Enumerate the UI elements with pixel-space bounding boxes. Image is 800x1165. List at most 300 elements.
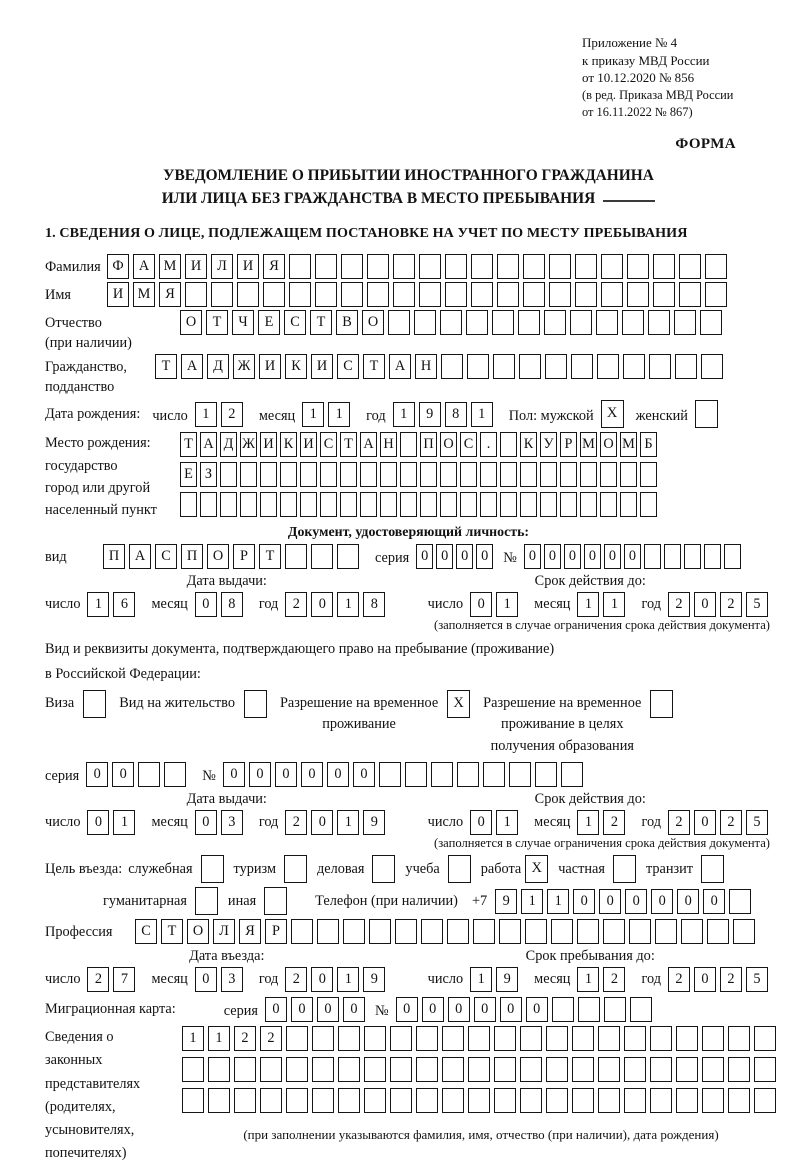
char-cell: 0 — [584, 544, 601, 569]
char-cell — [300, 492, 317, 517]
char-cell: 8 — [221, 592, 243, 617]
char-cell: 1 — [577, 967, 599, 992]
residence-intro-line2: в Российской Федерации: — [45, 665, 201, 682]
char-cell: 0 — [265, 997, 287, 1022]
identity-number-cells — [524, 544, 744, 569]
char-cell — [724, 544, 741, 569]
char-cell: 0 — [448, 997, 470, 1022]
char-cell: 2 — [285, 592, 307, 617]
char-cell — [702, 1026, 724, 1051]
char-cell — [707, 919, 729, 944]
char-cell: 0 — [694, 592, 716, 617]
char-cell — [341, 254, 363, 279]
char-cell — [421, 919, 443, 944]
char-cell: 0 — [599, 889, 621, 914]
char-cell: 2 — [87, 967, 109, 992]
birth-place-labels — [45, 432, 180, 522]
char-cell: 0 — [301, 762, 323, 787]
char-cell — [416, 1057, 438, 1082]
official-checkbox — [201, 855, 224, 883]
entry-year — [285, 967, 389, 992]
char-cell — [520, 1026, 542, 1051]
char-cell: С — [337, 354, 359, 379]
char-cell: 1 — [471, 402, 493, 427]
char-cell: 2 — [720, 967, 742, 992]
representatives-labels: Сведения о законных представителях (родителях, усыновителях, попечителях) — [45, 1029, 141, 1162]
identity-valid-month — [577, 592, 629, 617]
char-cell — [220, 462, 237, 487]
char-cell: Н — [415, 354, 437, 379]
char-cell — [390, 1057, 412, 1082]
char-cell — [604, 997, 626, 1022]
char-cell — [440, 310, 462, 335]
female-label: женский — [635, 407, 688, 424]
number-label: № — [503, 550, 517, 567]
day-label: число — [45, 814, 81, 831]
appendix-line: к приказу МВД России — [582, 52, 710, 68]
char-cell: П — [103, 544, 125, 569]
char-cell: М — [133, 282, 155, 307]
char-cell: 1 — [496, 810, 518, 835]
char-cell: О — [600, 432, 617, 457]
char-cell — [442, 1057, 464, 1082]
char-cell — [572, 1026, 594, 1051]
stay-month — [577, 967, 629, 992]
char-cell — [460, 492, 477, 517]
form-label: ФОРМА — [675, 135, 736, 152]
char-cell — [390, 1088, 412, 1113]
char-cell: 9 — [496, 967, 518, 992]
char-cell — [624, 1057, 646, 1082]
char-cell — [286, 1026, 308, 1051]
char-cell: 0 — [112, 762, 134, 787]
char-cell: 2 — [285, 810, 307, 835]
char-cell — [480, 492, 497, 517]
female-checkbox — [695, 400, 718, 428]
year-label: год — [366, 407, 386, 424]
char-cell: 0 — [474, 997, 496, 1022]
char-cell — [728, 1057, 750, 1082]
residence-permit-checkbox — [244, 690, 267, 718]
char-cell: И — [300, 432, 317, 457]
char-cell: Т — [180, 432, 197, 457]
representatives-rows — [182, 1026, 780, 1165]
char-cell: Д — [207, 354, 229, 379]
char-cell: 0 — [343, 997, 365, 1022]
residence-number-cells — [223, 762, 587, 787]
char-cell — [494, 1088, 516, 1113]
residence-intro-line1: Вид и реквизиты документа, подтверждающего право на пребывание (проживание) — [45, 641, 555, 658]
char-cell: С — [135, 919, 157, 944]
char-cell: 0 — [476, 544, 493, 569]
char-cell: 0 — [87, 810, 109, 835]
birth-year-cells — [393, 402, 497, 427]
char-cell: 0 — [526, 997, 548, 1022]
char-cell — [649, 354, 671, 379]
char-cell — [728, 1088, 750, 1113]
series-label: серия — [223, 1003, 258, 1020]
char-cell — [575, 254, 597, 279]
char-cell — [655, 919, 677, 944]
char-cell — [419, 282, 441, 307]
char-cell — [704, 544, 721, 569]
char-cell — [182, 1088, 204, 1113]
char-cell — [237, 282, 259, 307]
representatives-cells-row1 — [182, 1026, 780, 1051]
document-title — [45, 165, 772, 210]
char-cell — [675, 354, 697, 379]
char-cell: 2 — [668, 592, 690, 617]
residence-issue-line — [45, 810, 409, 835]
char-cell — [400, 432, 417, 457]
humanitarian-checkbox — [195, 887, 218, 915]
char-cell: А — [133, 254, 155, 279]
birth-place-label: город или другой — [45, 479, 151, 496]
char-cell — [285, 544, 307, 569]
title-line-2: ИЛИ ЛИЦА БЕЗ ГРАЖДАНСТВА В МЕСТО ПРЕБЫВАНИЯ — [45, 187, 772, 210]
char-cell: 1 — [337, 967, 359, 992]
identity-issue-year — [285, 592, 389, 617]
char-cell — [441, 354, 463, 379]
day-label: число — [45, 971, 81, 988]
char-cell: 1 — [603, 592, 625, 617]
blank-underline — [603, 187, 655, 203]
char-cell: Т — [340, 432, 357, 457]
char-cell — [419, 254, 441, 279]
char-cell — [570, 310, 592, 335]
year-label: год — [641, 814, 661, 831]
entry-month — [195, 967, 247, 992]
char-cell: 1 — [337, 592, 359, 617]
temp-residence-checkbox: X — [447, 690, 470, 718]
residence-valid-line — [409, 810, 773, 835]
residence-options-row — [45, 690, 772, 757]
char-cell — [627, 282, 649, 307]
char-cell — [679, 254, 701, 279]
char-cell — [364, 1088, 386, 1113]
char-cell — [509, 762, 531, 787]
birth-date-label: Дата рождения: — [45, 406, 141, 423]
char-cell — [388, 310, 410, 335]
char-cell — [390, 1026, 412, 1051]
char-cell: 0 — [311, 592, 333, 617]
month-label: месяц — [151, 814, 188, 831]
valid-title: Срок действия до: — [534, 791, 646, 808]
char-cell: 1 — [302, 402, 324, 427]
representatives-cells-row3 — [182, 1088, 780, 1113]
year-label: год — [258, 814, 279, 831]
char-cell: 1 — [547, 889, 569, 914]
char-cell — [560, 462, 577, 487]
char-cell — [360, 492, 377, 517]
char-cell: К — [285, 354, 307, 379]
char-cell: К — [280, 432, 297, 457]
char-cell: А — [360, 432, 377, 457]
char-cell — [648, 310, 670, 335]
char-cell — [263, 282, 285, 307]
char-cell: М — [159, 254, 181, 279]
char-cell: 1 — [208, 1026, 230, 1051]
char-cell — [705, 254, 727, 279]
char-cell: А — [129, 544, 151, 569]
char-cell — [494, 1057, 516, 1082]
char-cell — [280, 492, 297, 517]
char-cell: И — [237, 254, 259, 279]
char-cell — [483, 762, 505, 787]
char-cell — [520, 462, 537, 487]
char-cell: 1 — [182, 1026, 204, 1051]
char-cell: 2 — [668, 810, 690, 835]
char-cell: 1 — [113, 810, 135, 835]
char-cell — [445, 282, 467, 307]
birth-place-cells-row3 — [180, 492, 660, 517]
char-cell — [549, 282, 571, 307]
char-cell — [315, 282, 337, 307]
char-cell — [340, 462, 357, 487]
char-cell — [466, 310, 488, 335]
char-cell: Т — [363, 354, 385, 379]
day-label: число — [152, 407, 188, 424]
char-cell: Я — [159, 282, 181, 307]
char-cell — [754, 1026, 776, 1051]
char-cell: 0 — [604, 544, 621, 569]
char-cell — [551, 919, 573, 944]
char-cell: 0 — [624, 544, 641, 569]
char-cell — [577, 919, 599, 944]
representatives-block — [45, 1026, 772, 1165]
char-cell: 0 — [195, 592, 217, 617]
profession-row — [45, 919, 772, 944]
char-cell — [300, 462, 317, 487]
birth-place-rows — [180, 432, 660, 522]
char-cell — [653, 282, 675, 307]
char-cell: 2 — [285, 967, 307, 992]
char-cell: 0 — [311, 967, 333, 992]
residence-valid-day — [470, 810, 522, 835]
char-cell — [289, 282, 311, 307]
validity-note: (заполняется в случае ограничения срока действия документа) — [434, 618, 770, 633]
stay-title: Срок пребывания до: — [525, 948, 655, 965]
char-cell: Н — [380, 432, 397, 457]
residence-doc-intro — [45, 637, 772, 686]
month-label: месяц — [534, 971, 571, 988]
char-cell — [624, 1088, 646, 1113]
identity-dates-block — [45, 573, 772, 633]
char-cell — [523, 282, 545, 307]
char-cell — [468, 1026, 490, 1051]
char-cell — [440, 492, 457, 517]
char-cell: 2 — [720, 592, 742, 617]
residence-series-cells — [86, 762, 190, 787]
char-cell: 6 — [113, 592, 135, 617]
char-cell — [629, 919, 651, 944]
char-cell: 5 — [746, 592, 768, 617]
citizenship-sublabel: подданство — [45, 378, 115, 395]
char-cell: 2 — [603, 810, 625, 835]
phone-label: Телефон (при наличии) — [315, 892, 458, 909]
char-cell: О — [187, 919, 209, 944]
char-cell — [240, 462, 257, 487]
char-cell — [364, 1026, 386, 1051]
char-cell — [520, 1088, 542, 1113]
char-cell — [367, 254, 389, 279]
char-cell: 3 — [221, 967, 243, 992]
char-cell: Т — [206, 310, 228, 335]
identity-doc-row — [45, 544, 772, 569]
identity-valid-line — [409, 592, 773, 617]
purpose-tourism: туризм — [234, 855, 308, 883]
char-cell — [598, 1026, 620, 1051]
char-cell — [575, 282, 597, 307]
char-cell: 0 — [694, 967, 716, 992]
char-cell — [684, 544, 701, 569]
char-cell — [445, 254, 467, 279]
char-cell — [234, 1057, 256, 1082]
char-cell: Е — [180, 462, 197, 487]
char-cell — [676, 1057, 698, 1082]
char-cell: 0 — [396, 997, 418, 1022]
char-cell — [520, 1057, 542, 1082]
char-cell: И — [311, 354, 333, 379]
identity-issue-month — [195, 592, 247, 617]
char-cell — [729, 889, 751, 914]
month-label: месяц — [534, 814, 571, 831]
tourism-checkbox — [284, 855, 307, 883]
char-cell: 0 — [470, 810, 492, 835]
char-cell — [340, 492, 357, 517]
citizenship-row — [45, 354, 772, 398]
char-cell: У — [540, 432, 557, 457]
char-cell: 0 — [86, 762, 108, 787]
char-cell — [320, 462, 337, 487]
char-cell — [580, 462, 597, 487]
identity-valid-day — [470, 592, 522, 617]
char-cell: 0 — [456, 544, 473, 569]
char-cell — [578, 997, 600, 1022]
char-cell: А — [181, 354, 203, 379]
series-label: серия — [375, 550, 410, 567]
char-cell — [702, 1088, 724, 1113]
work-checkbox: X — [525, 855, 548, 883]
char-cell — [211, 282, 233, 307]
char-cell — [500, 462, 517, 487]
char-cell — [312, 1026, 334, 1051]
char-cell: А — [200, 432, 217, 457]
char-cell: 2 — [221, 402, 243, 427]
char-cell: З — [200, 462, 217, 487]
char-cell — [630, 997, 652, 1022]
char-cell — [338, 1088, 360, 1113]
char-cell: С — [155, 544, 177, 569]
identity-issue-line — [45, 592, 409, 617]
char-cell — [317, 919, 339, 944]
section1-heading: 1. СВЕДЕНИЯ О ЛИЦЕ, ПОДЛЕЖАЩЕМ ПОСТАНОВКЕ НА УЧЕТ ПО МЕСТУ ПРЕБЫВАНИЯ — [45, 225, 688, 242]
phone-prefix: +7 — [471, 892, 488, 909]
char-cell — [597, 354, 619, 379]
migration-card-row — [45, 997, 772, 1022]
char-cell: 9 — [363, 967, 385, 992]
char-cell — [138, 762, 160, 787]
char-cell: С — [460, 432, 477, 457]
char-cell: 0 — [416, 544, 433, 569]
birth-place-cells-row1 — [180, 432, 660, 457]
char-cell: Ж — [233, 354, 255, 379]
char-cell: Ж — [240, 432, 257, 457]
char-cell — [620, 462, 637, 487]
stay-day — [470, 967, 522, 992]
char-cell: Л — [213, 919, 235, 944]
appendix-line: Приложение № 4 — [582, 35, 678, 50]
char-cell: 3 — [221, 810, 243, 835]
char-cell — [260, 1088, 282, 1113]
appendix-header — [582, 34, 772, 121]
visa-checkbox — [83, 690, 106, 718]
char-cell — [471, 254, 493, 279]
char-cell — [185, 282, 207, 307]
residence-issue-half — [45, 791, 409, 851]
char-cell — [395, 919, 417, 944]
char-cell — [754, 1088, 776, 1113]
char-cell — [416, 1026, 438, 1051]
char-cell: 1 — [337, 810, 359, 835]
char-cell — [440, 462, 457, 487]
residence-valid-year — [668, 810, 772, 835]
char-cell — [546, 1057, 568, 1082]
purpose-humanitarian: гуманитарная — [103, 887, 218, 915]
char-cell — [405, 762, 427, 787]
char-cell — [442, 1088, 464, 1113]
number-label: № — [202, 768, 216, 785]
char-cell — [480, 462, 497, 487]
char-cell — [623, 354, 645, 379]
char-cell: 0 — [311, 810, 333, 835]
char-cell — [705, 282, 727, 307]
char-cell — [447, 919, 469, 944]
char-cell — [650, 1057, 672, 1082]
char-cell: 0 — [544, 544, 561, 569]
patronymic-cells — [180, 310, 726, 335]
option-temp-residence: Разрешение на временное проживание X — [280, 690, 470, 736]
residence-issue-day — [87, 810, 139, 835]
char-cell — [525, 919, 547, 944]
char-cell — [286, 1088, 308, 1113]
char-cell: Ф — [107, 254, 129, 279]
given-name-row — [45, 282, 772, 307]
char-cell: И — [107, 282, 129, 307]
number-label: № — [375, 1003, 389, 1020]
stay-half — [409, 948, 773, 992]
char-cell — [497, 282, 519, 307]
patronymic-sublabel: (при наличии) — [45, 334, 132, 351]
identity-valid-half — [409, 573, 773, 633]
char-cell — [442, 1026, 464, 1051]
char-cell — [320, 492, 337, 517]
char-cell: 0 — [249, 762, 271, 787]
identity-kind-label: вид — [45, 548, 67, 565]
char-cell: 0 — [353, 762, 375, 787]
char-cell: 9 — [419, 402, 441, 427]
char-cell — [208, 1088, 230, 1113]
char-cell: Р — [265, 919, 287, 944]
char-cell — [315, 254, 337, 279]
char-cell — [520, 492, 537, 517]
char-cell: Т — [155, 354, 177, 379]
char-cell — [620, 492, 637, 517]
month-label: месяц — [258, 407, 296, 424]
char-cell: 0 — [327, 762, 349, 787]
char-cell — [572, 1057, 594, 1082]
char-cell: Е — [258, 310, 280, 335]
